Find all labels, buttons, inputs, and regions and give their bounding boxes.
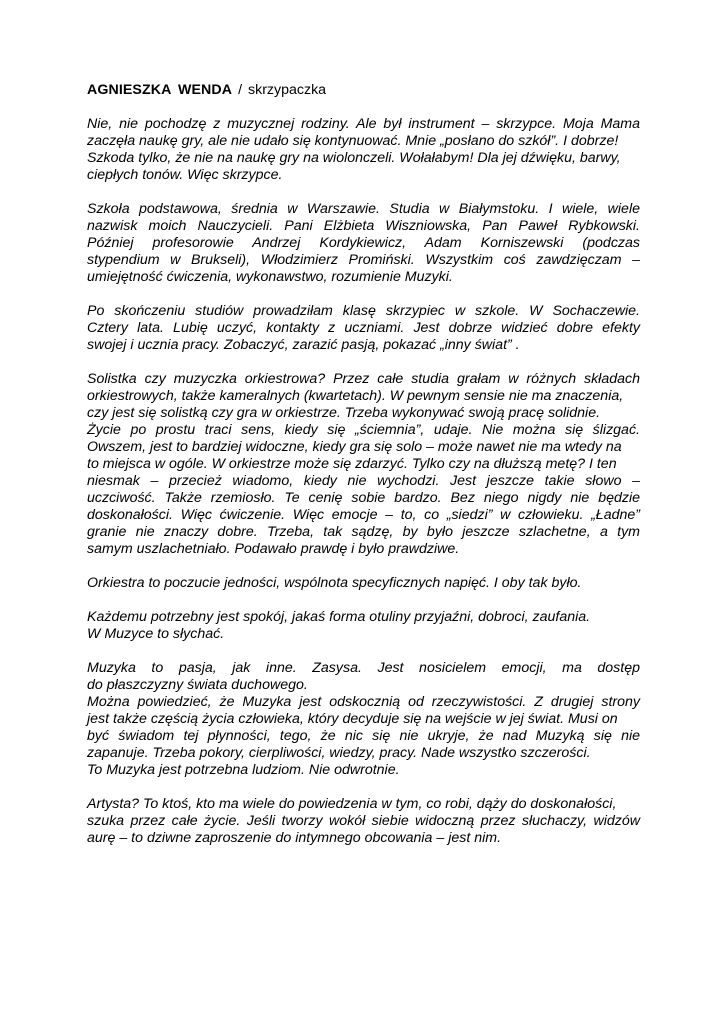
paragraph: [87, 660, 640, 779]
paragraph: [87, 609, 640, 643]
text-line: Można powiedzieć, że Muzyka jest odskocznią od rzeczywistości. Z drugiej strony: [87, 694, 640, 710]
text-line: uczciwość. Także rzemiosło. Te cenię sobie bardzo. Bez niego nigdy nie będzie: [87, 490, 640, 506]
paragraph: [87, 575, 640, 592]
text-line: doskonałości. Więc ćwiczenie. Więc emocje – to, co „siedzi” w człowieku. „Ładne”: [87, 507, 640, 523]
author-role: skrzypaczka: [248, 82, 327, 98]
text-line: umiejętność ćwiczenia, wykonawstwo, rozumienie Muzyki.: [87, 269, 453, 285]
text-line: nazwisk moich Nauczycieli. Pani Elżbieta Wiszniowska, Pan Paweł Rybkowski.: [87, 218, 640, 234]
text-line: niesmak – przecież wiadomo, kiedy nie wychodzi. Jest jeszcze takie słowo –: [87, 473, 640, 489]
text-line: samym uszlachetniało. Podawało prawdę i było prawdziwe.: [87, 541, 460, 557]
text-line: Życie po prostu traci sens, kiedy się „ściemnia”, udaje. Nie można się ślizgać.: [87, 422, 640, 438]
title-separator: /: [238, 82, 243, 98]
paragraph: [87, 796, 640, 847]
text-line: jest także częścią życia człowieka, który decyduje się na wejście w jej świat. Musi on: [87, 711, 618, 727]
text-line: granie nie znaczy dobre. Trzeba, tak sądzę, by było jeszcze szlachetne, a tym: [87, 524, 640, 540]
document-page: [87, 82, 640, 864]
text-line: aurę – to dziwne zaproszenie do intymnego obcowania – jest nim.: [87, 830, 502, 846]
text-line: Owszem, jest to bardziej widoczne, kiedy gra się solo – może nawet nie ma wtedy na: [87, 439, 622, 455]
text-line: szuka przez całe życie. Jeśli tworzy wokół siebie widoczną przez słuchaczy, widzów: [87, 813, 640, 829]
text-line: swojej i ucznia pracy. Zobaczyć, zarazić pasją, pokazać „inny świat” .: [87, 337, 520, 353]
text-line: Szkoła podstawowa, średnia w Warszawie. Studia w Białymstoku. I wiele, wiele: [87, 201, 640, 217]
paragraph: [87, 371, 640, 558]
paragraph: [87, 116, 640, 184]
text-line: czy jest się solistką czy gra w orkiestrze. Trzeba wykonywać swoją pracę solidnie.: [87, 405, 601, 421]
text-line: Cztery lata. Lubię uczyć, kontakty z uczniami. Jest dobrze widzieć dobre efekty: [87, 320, 640, 336]
text-line: To Muzyka jest potrzebna ludziom. Nie odwrotnie.: [87, 762, 400, 778]
document-header: [87, 82, 640, 99]
text-line: Szkoda tylko, że nie na naukę gry na wiolonczeli. Wołałabym! Dla jej dźwięku, barwy,: [87, 150, 621, 166]
text-line: Po skończeniu studiów prowadziłam klasę skrzypiec w szkole. W Sochaczewie.: [87, 303, 640, 319]
text-line: W Muzyce to słychać.: [87, 626, 225, 642]
text-line: Solistka czy muzyczka orkiestrowa? Przez całe studia grałam w różnych składach: [87, 371, 640, 387]
text-line: stypendium w Brukseli), Włodzimierz Promiński. Wszystkim coś zawdzięczam –: [87, 252, 640, 268]
text-line: zapanuje. Trzeba pokory, cierpliwości, wiedzy, pracy. Nade wszystko szczerości.: [87, 745, 591, 761]
paragraph: [87, 201, 640, 286]
text-line: Orkiestra to poczucie jedności, wspólnota specyficznych napięć. I oby tak było.: [87, 575, 582, 591]
text-line: ciepłych tonów. Więc skrzypce.: [87, 167, 283, 183]
text-line: Każdemu potrzebny jest spokój, jakaś forma otuliny przyjaźni, dobroci, zaufania.: [87, 609, 591, 625]
document-body: [87, 116, 640, 847]
text-line: Nie, nie pochodzę z muzycznej rodziny. Ale był instrument – skrzypce. Moja Mama: [87, 116, 640, 132]
author-name: AGNIESZKA WENDA: [87, 82, 233, 98]
paragraph: [87, 303, 640, 354]
text-line: Artysta? To ktoś, kto ma wiele do powiedzenia w tym, co robi, dąży do doskonałości,: [87, 796, 617, 812]
text-line: to miejsca w ogóle. W orkiestrze może się zdarzyć. Tylko czy na dłuższą metę? I ten: [87, 456, 617, 472]
text-line: Muzyka to pasja, jak inne. Zasysa. Jest nosicielem emocji, ma dostęp: [87, 660, 640, 676]
text-line: do płaszczyzny świata duchowego.: [87, 677, 308, 693]
text-line: zaczęła naukę gry, ale nie udało się kontynuować. Mnie „posłano do szkół”. I dobrze!: [87, 133, 619, 149]
text-line: być świadom tej płynności, tego, że nic się nie ukryje, że nad Muzyką się nie: [87, 728, 640, 744]
text-line: orkiestrowych, także kameralnych (kwartetach). W pewnym sensie nie ma znaczenia,: [87, 388, 624, 404]
text-line: Później profesorowie Andrzej Kordykiewicz, Adam Korniszewski (podczas: [87, 235, 640, 251]
